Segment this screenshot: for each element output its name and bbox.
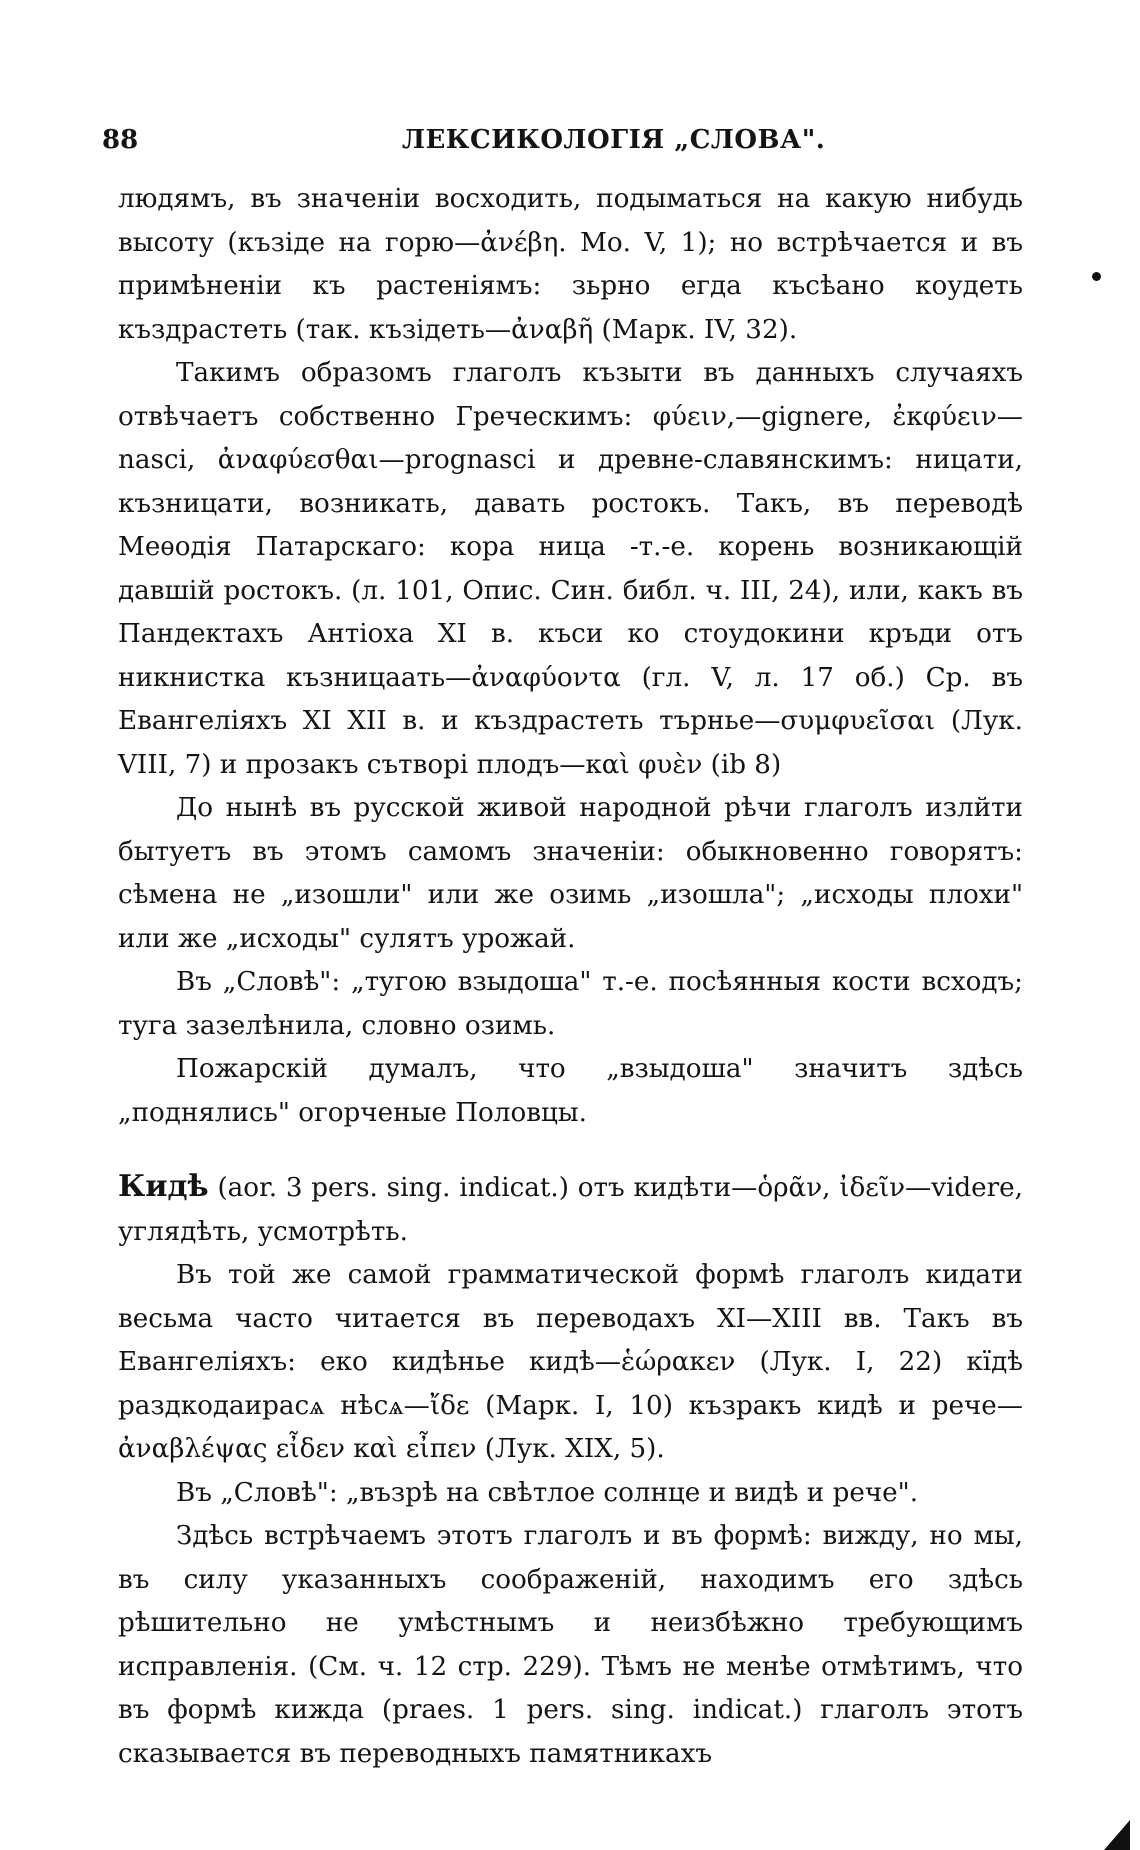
paragraph-2: Такимъ образомъ глаголъ къзыти въ данныхъ случаяхъ отвѣчаетъ собственно Греческимъ: φύειν,—gignere, ἐκφύειν—nasci, ἀναφύεσθαι—prognasci и древне-славянскимъ: ницати, къзницати, возникать, давать ростокъ. Такъ, въ переводѣ Меѳодія Патарскаго: кора ница -т.-е. корень возникающій давшій ростокъ. (л. 101, Опис. Син. библ. ч. III, 24), или, какъ въ Пандектахъ Антіоха XI в. къси ко стоудокини кръди отъ никнистка къзницаать—ἀναφύοντα (гл. V, л. 17 об.) Ср. въ Евангеліяхъ XI XII в. и къздрастеть търнье—συμφυεῖσαι (Лук. VIII, 7) и прозакъ сътворі плодъ—καὶ φυὲν (ib 8) bbox=[118, 358, 1023, 780]
paragraph-8: Въ „Словѣ": „възрѣ на свѣтлое солнце и видѣ и рече". bbox=[176, 1477, 919, 1508]
paragraph-5: Пожарскій думалъ, что „взыдоша" значитъ здѣсь „поднялись" огорченые Половцы. bbox=[118, 1054, 1023, 1128]
running-title: ЛЕКСИКОЛОГІЯ „СЛОВА". bbox=[402, 125, 826, 155]
page-header bbox=[102, 125, 1002, 165]
dictionary-entry bbox=[118, 1165, 1023, 1254]
paragraph-9: Здѣсь встрѣчаемъ этотъ глаголъ и въ формѣ: вижду, но мы, въ силу указанныхъ соображеній, находимъ его здѣсь рѣшительно не умѣстнымъ и неизбѣжно требующимъ исправленія. (См. ч. 12 стр. 229). Тѣмъ не менѣе отмѣтимъ, что въ формѣ кижда (praes. 1 pers. sing. indicat.) глаголъ этотъ сказывается въ переводныхъ памятникахъ bbox=[118, 1521, 1023, 1769]
page-body bbox=[118, 178, 1023, 1776]
margin-dot bbox=[1092, 272, 1101, 281]
paragraph-7: Въ той же самой грамматической формѣ глаголъ кидати весьма часто читается въ переводахъ XI—XIII вв. Такъ въ Евангеліяхъ: еко кидѣнье кидѣ—ἑώρακεν (Лук. I, 22) кїдѣ раздкодаирасѧ нѣсѧ—ἴδε (Марк. I, 10) къзракъ кидѣ и рече—ἀναβλέψας εἶδεν καὶ εἶπεν (Лук. XIX, 5). bbox=[118, 1260, 1023, 1464]
entry-definition: (aor. 3 pers. sing. indicat.) отъ кидѣти—ὁρᾶν, ἰδεῖν—videre, углядѣть, усмотрѣть. bbox=[118, 1173, 1023, 1247]
paragraph-4: Въ „Словѣ": „тугою взыдоша" т.-е. посѣянныя кости всходъ; туга зазелѣнила, словно озимь. bbox=[118, 967, 1023, 1041]
corner-mark bbox=[1104, 1820, 1130, 1850]
paragraph-1: людямъ, въ значеніи восходить, подыматься на какую нибудь высоту (къзіде на горю—ἀνέβη. Мо. V, 1); но встрѣчается и въ примѣненіи къ растеніямъ: зьрно егда късѣано коудеть къздрастеть (так. къзідеть—ἀναβῆ (Марк. IV, 32). bbox=[118, 184, 1023, 345]
entry-headword: Кидѣ bbox=[118, 1169, 209, 1204]
page-number: 88 bbox=[102, 125, 139, 155]
paragraph-3: До нынѣ въ русской живой народной рѣчи глаголъ излйти бытуетъ въ этомъ самомъ значеніи: обыкновенно говорятъ: сѣмена не „изошли" или же озимь „изошла"; „исходы плохи" или же „исходы" сулятъ урожай. bbox=[118, 793, 1023, 954]
